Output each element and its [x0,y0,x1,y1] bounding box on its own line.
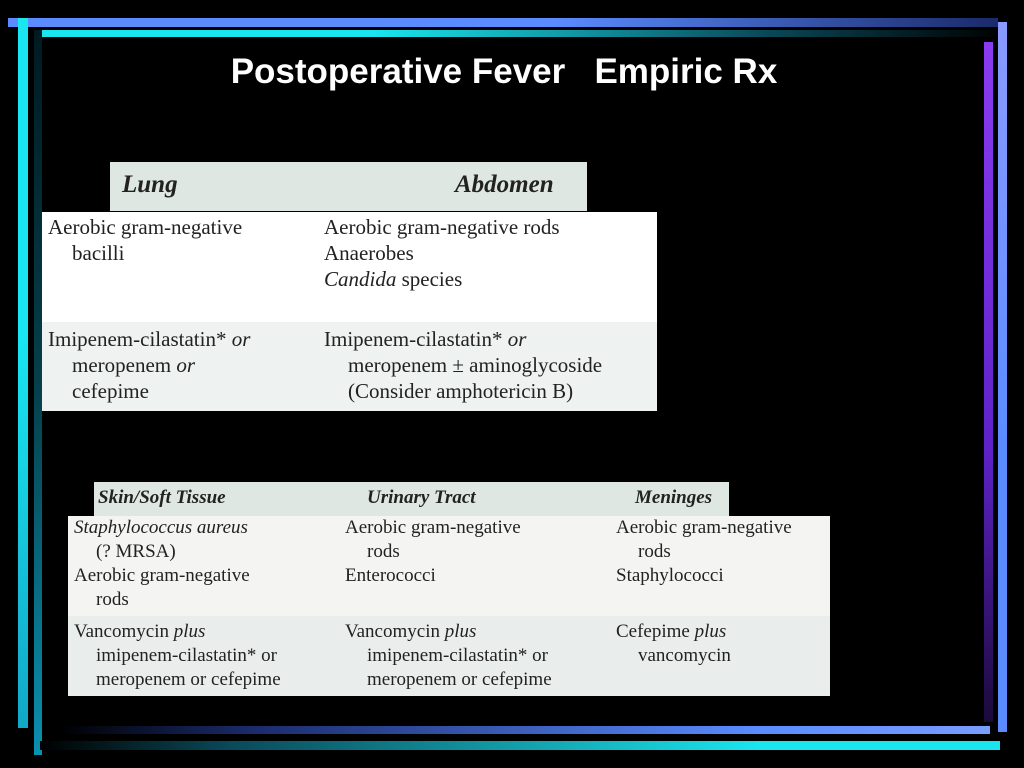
lung-rx-cell [48,326,250,404]
italic-text: Candida [324,267,397,291]
text-line: rods [96,589,129,610]
text-line: Aerobic gram-negative [48,215,243,239]
text-line: imipenem-cilastatin* or [96,645,277,666]
text-line: Aerobic gram-negative [616,517,792,538]
table2-header [94,482,729,516]
text-line: bacilli [72,241,125,265]
header-urinary-tract: Urinary Tract [367,487,476,508]
text-line: Enterococci [345,565,436,586]
abdomen-rx-cell [324,326,602,404]
italic-text: Staphylococcus aureus [74,517,248,538]
text-span: species [396,267,463,291]
text-line: Aerobic gram-negative [345,517,521,538]
slide-title: Postoperative Fever Empiric Rx [230,52,778,91]
text-line [324,326,602,352]
table2-row-treatment [68,616,830,696]
meninges-rx-cell [616,620,731,668]
text-line: Staphylococci [616,565,724,586]
skin-organisms-cell [74,516,250,612]
lung-organisms-cell [48,214,242,266]
text-line [74,516,250,540]
text-line: Aerobic gram-negative rods [324,215,560,239]
text-line [345,620,552,644]
text-span: Imipenem-cilastatin* [324,327,508,351]
text-line [324,266,560,292]
urinary-organisms-cell [345,516,521,588]
frame-bar-left-dark [34,30,42,755]
text-line: (? MRSA) [96,541,176,562]
text-line: imipenem-cilastatin* or [367,645,548,666]
text-line [74,620,281,644]
text-line: cefepime [72,379,149,403]
text-line: meropenem or cefepime [96,669,281,690]
text-line: rods [367,541,400,562]
frame-bar-bottom-cyan [40,741,1000,750]
text-span: Vancomycin [345,621,445,642]
text-line: meropenem ± aminoglycoside [348,353,603,377]
text-span: Imipenem-cilastatin* [48,327,232,351]
header-skin-soft-tissue: Skin/Soft Tissue [98,487,226,508]
italic-text: or [507,327,527,351]
italic-text: plus [173,621,206,642]
text-line: vancomycin [638,645,731,666]
italic-text: plus [694,621,727,642]
text-line: rods [638,541,671,562]
meninges-organisms-cell [616,516,792,588]
table1-header [110,162,587,211]
italic-text: or [176,353,196,377]
skin-rx-cell [74,620,281,692]
table1-body [42,212,657,411]
text-line: Anaerobes [324,241,414,265]
text-span: meropenem [72,353,177,377]
text-line: meropenem or cefepime [367,669,552,690]
header-meninges: Meninges [635,487,713,508]
header-abdomen: Abdomen [455,171,554,198]
frame-bar-top-blue [8,18,998,27]
text-line [616,620,731,644]
text-line [48,352,250,378]
italic-text: plus [444,621,477,642]
italic-text: or [231,327,251,351]
frame-bar-right-purple [984,42,993,722]
text-span: Vancomycin [74,621,174,642]
frame-bar-top-cyan [34,30,1004,37]
frame-bar-left-cyan [18,18,28,728]
frame-bar-right-blue [998,22,1007,732]
text-line: Aerobic gram-negative [74,565,250,586]
table2-body [68,516,830,696]
abdomen-organisms-cell [324,214,560,292]
text-span: Cefepime [616,621,695,642]
text-line [48,326,250,352]
text-line: (Consider amphotericin B) [348,379,574,403]
frame-bar-bottom-blue [60,726,990,734]
table1-row-treatment [42,322,657,411]
header-lung: Lung [122,171,178,198]
urinary-rx-cell [345,620,552,692]
